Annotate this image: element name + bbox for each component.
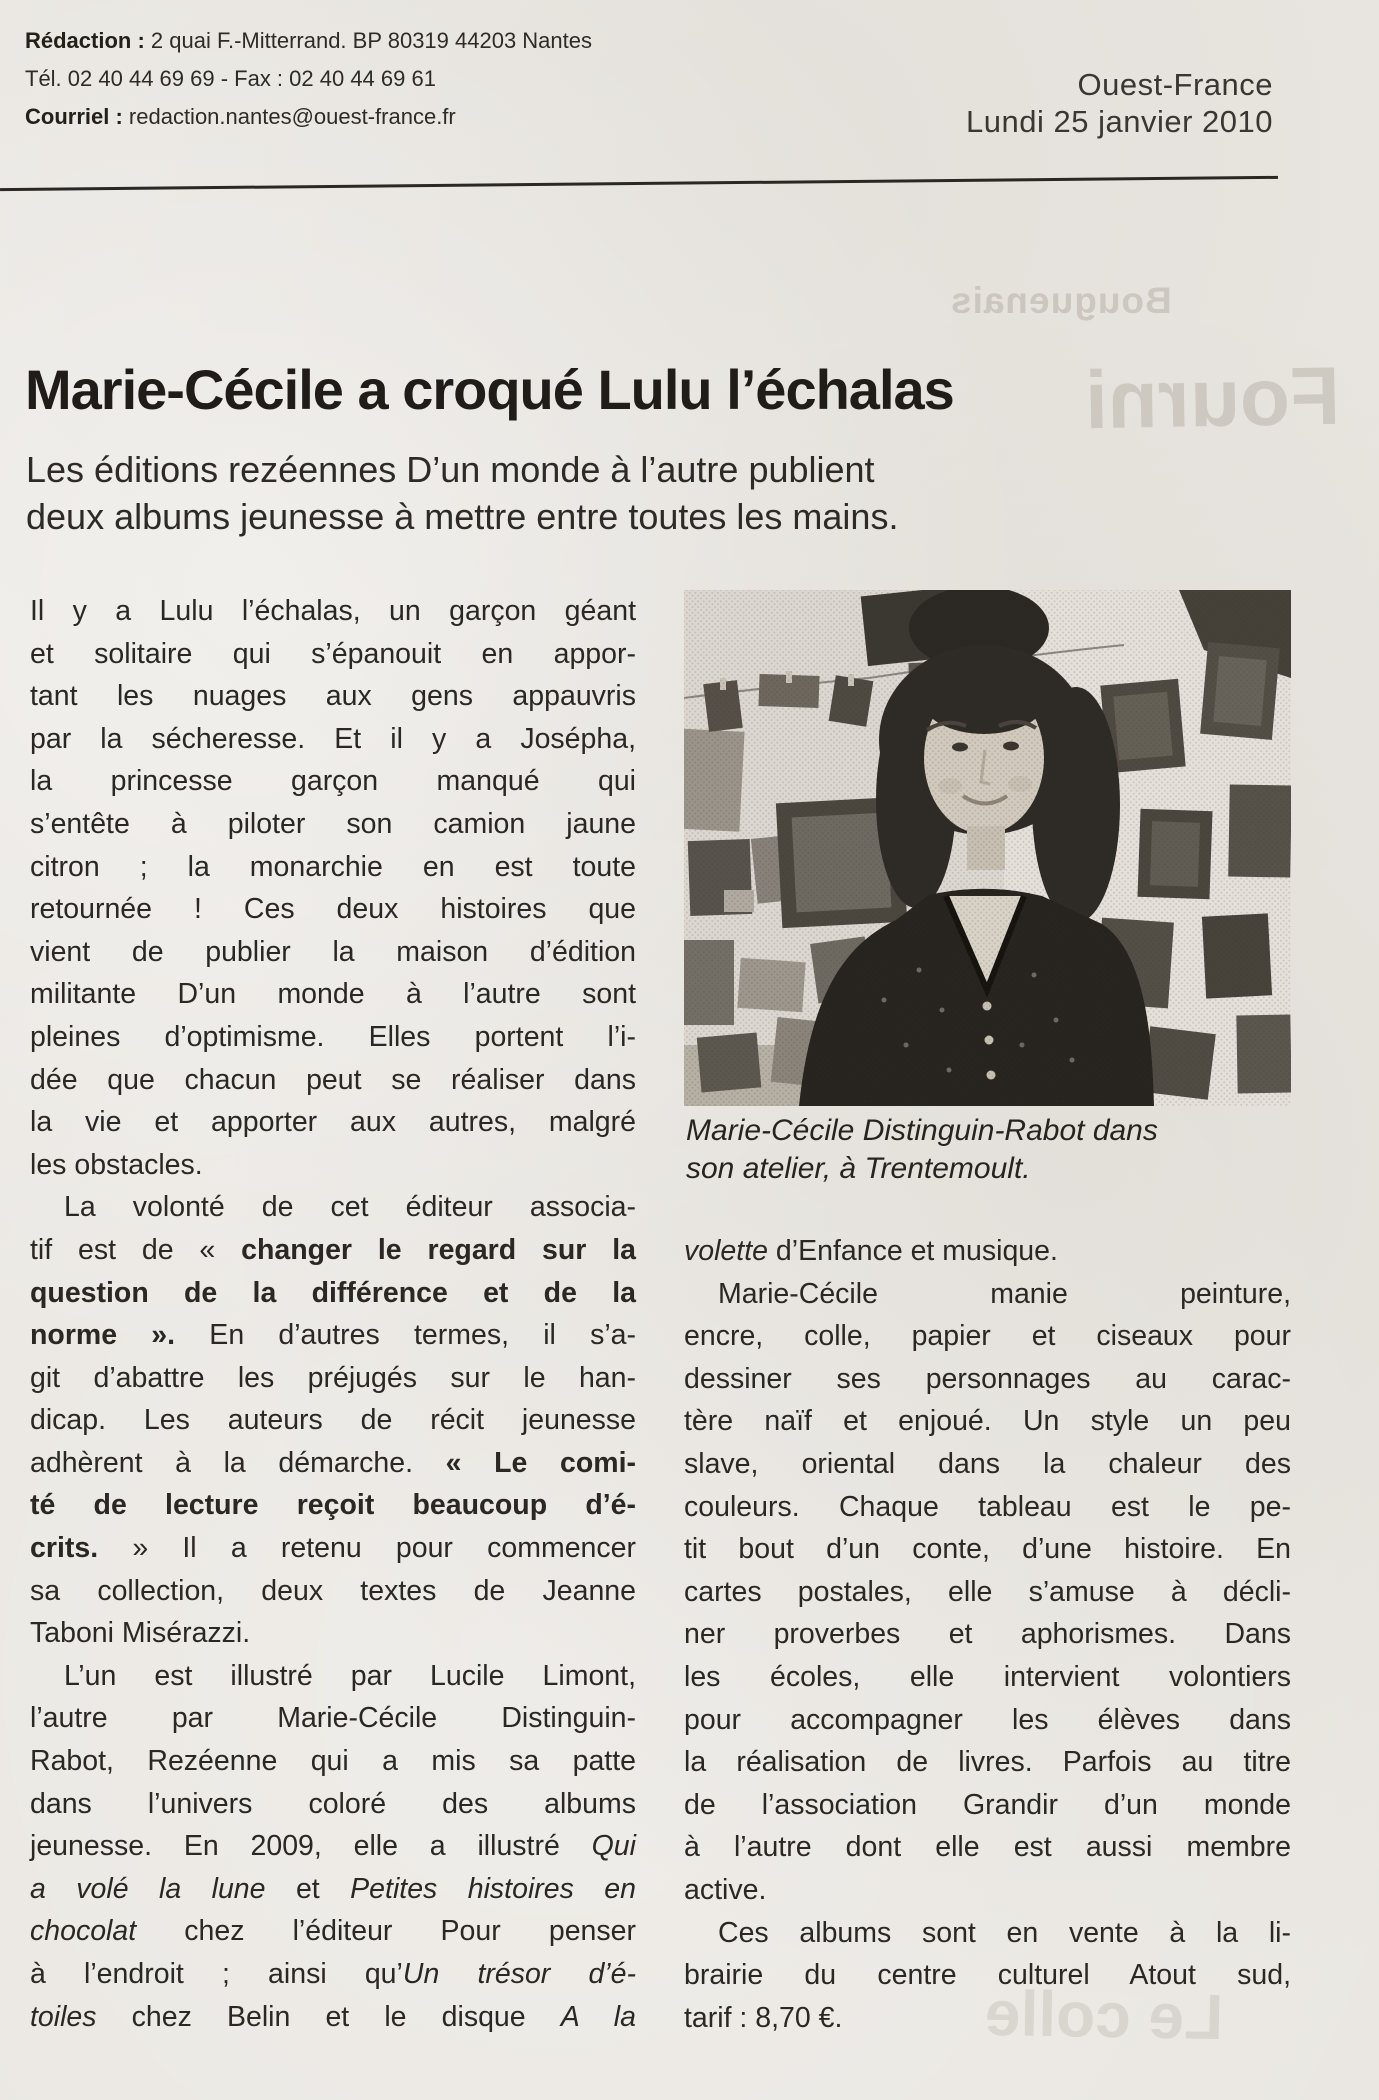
text-line: de l’association Grandir d’un monde (684, 1788, 1291, 1821)
text-line: a volé la lune et Petites histoires en (30, 1872, 637, 1905)
text-line: toiles chez Belin et le disque A la (30, 2000, 636, 2033)
text-line: citron ; la monarchie en est toute (30, 850, 636, 883)
text-line: norme ». En d’autres termes, il s’a- (30, 1319, 636, 1352)
text-line: la vie et apporter aux autres, malgré (30, 1106, 636, 1139)
header-rule (0, 176, 1278, 191)
text-line: l’autre par Marie-Cécile Distinguin- (30, 1702, 636, 1735)
text-line: question de la différence et de la (30, 1276, 636, 1309)
text-line: la princesse garçon manqué qui (30, 765, 636, 798)
text-line: sa collection, deux textes de Jeanne (30, 1574, 636, 1607)
text-line: volette d’Enfance et musique. (684, 1235, 1058, 1267)
text-line: pour accompagner les élèves dans (684, 1703, 1291, 1736)
studio-photo-illustration (684, 590, 1291, 1106)
article-headline: Marie-Cécile a croqué Lulu l’échalas (25, 358, 954, 421)
text-line: Taboni Misérazzi. (30, 1617, 251, 1650)
text-line: vient de publier la maison d’édition (30, 935, 636, 968)
text-line: brairie du centre culturel Atout sud, (684, 1959, 1291, 1992)
text-line: à l’endroit ; ainsi qu’Un trésor d’é- (30, 1958, 636, 1990)
text-line: ner proverbes et aphorismes. Dans (684, 1618, 1291, 1651)
text-line: deux albums jeunesse à mettre entre toutes les mains. (26, 496, 899, 537)
text-line: tif est de « changer le regard sur la (30, 1233, 636, 1266)
text-line: les écoles, elle intervient volontiers (684, 1660, 1291, 1693)
text-line: Rédaction : 2 quai F.-Mitterrand. BP 80319 44203 Nantes (25, 28, 593, 53)
photo-figure (684, 590, 1291, 1106)
text-line: Les éditions rezéennes D’un monde à l’autre publient (26, 449, 875, 490)
text-line: retournée ! Ces deux histoires que (30, 893, 636, 926)
text-line: tit bout d’un conte, d’une histoire. En (684, 1533, 1291, 1566)
ghost-text-bottom: Le colle (984, 1976, 1224, 2054)
text-line: Marie-Cécile manie peinture, (718, 1277, 1291, 1310)
text-line: active. (684, 1873, 767, 1906)
text-line: Ces albums sont en vente à la li- (718, 1916, 1291, 1949)
text-line: La volonté de cet éditeur associa- (64, 1191, 636, 1224)
text-line: Courriel : redaction.nantes@ouest-france.fr (25, 104, 456, 129)
text-line: dée que chacun peut se réaliser dans (30, 1063, 636, 1096)
text-line: la réalisation de livres. Parfois au titre (684, 1746, 1291, 1779)
right-column (684, 1230, 1291, 2039)
text-line: tère naïf et enjoué. Un style un peu (684, 1405, 1291, 1438)
masthead-name: Ouest-France (1077, 67, 1273, 102)
ghost-text-middle: Fourni (1084, 350, 1341, 447)
text-line: jeunesse. En 2009, elle a illustré Qui (30, 1830, 636, 1863)
text-line: Marie-Cécile Distinguin-Rabot dans (686, 1114, 1158, 1147)
text-line: tarif : 8,70 €. (684, 2001, 843, 2034)
text-line: encre, colle, papier et ciseaux pour (684, 1320, 1291, 1353)
text-line: chocolat chez l’éditeur Pour penser (30, 1915, 636, 1948)
text-line: tant les nuages aux gens appauvris (30, 680, 636, 713)
text-line: Il y a Lulu l’échalas, un garçon géant (30, 595, 636, 627)
text-line: té de lecture reçoit beaucoup d’é- (30, 1489, 636, 1522)
text-line: adhèrent à la démarche. « Le comi- (30, 1446, 636, 1479)
text-line: couleurs. Chaque tableau est le pe- (684, 1490, 1291, 1523)
text-line: Rabot, Rezéenne qui a mis sa patte (30, 1745, 636, 1778)
text-line: son atelier, à Trentemoult. (686, 1152, 1031, 1185)
text-line: s’entête à piloter son camion jaune (30, 807, 636, 840)
text-line: militante D’un monde à l’autre sont (30, 978, 636, 1011)
text-line: à l’autre dont elle est aussi membre (684, 1831, 1291, 1864)
text-line: git d’abattre les préjugés sur le han- (30, 1361, 636, 1394)
text-line: par la sécheresse. Et il y a Josépha, (30, 722, 636, 755)
text-line: dessiner ses personnages au carac- (684, 1362, 1291, 1395)
text-line: cartes postales, elle s’amuse à décli- (684, 1575, 1291, 1608)
ghost-text-top: Bouguenais (950, 280, 1172, 321)
photo-halftone-overlay (684, 590, 1291, 1106)
article-subhead (26, 446, 1126, 540)
photo-caption (686, 1112, 1286, 1188)
text-line: dans l’univers coloré des albums (30, 1787, 636, 1820)
text-line: pleines d’optimisme. Elles portent l’i- (30, 1020, 636, 1053)
masthead-date: Lundi 25 janvier 2010 (966, 104, 1273, 139)
text-line: les obstacles. (30, 1148, 203, 1181)
masthead (966, 66, 1273, 140)
text-line: L’un est illustré par Lucile Limont, (64, 1659, 636, 1692)
text-line: dicap. Les auteurs de récit jeunesse (30, 1404, 636, 1437)
contact-block (25, 22, 665, 136)
text-line: slave, oriental dans la chaleur des (684, 1447, 1291, 1480)
text-line: Tél. 02 40 44 69 69 - Fax : 02 40 44 69 61 (25, 66, 436, 91)
text-line: crits. » Il a retenu pour commencer (30, 1532, 636, 1565)
left-column (30, 590, 636, 2038)
text-line: et solitaire qui s’épanouit en appor- (30, 637, 636, 670)
